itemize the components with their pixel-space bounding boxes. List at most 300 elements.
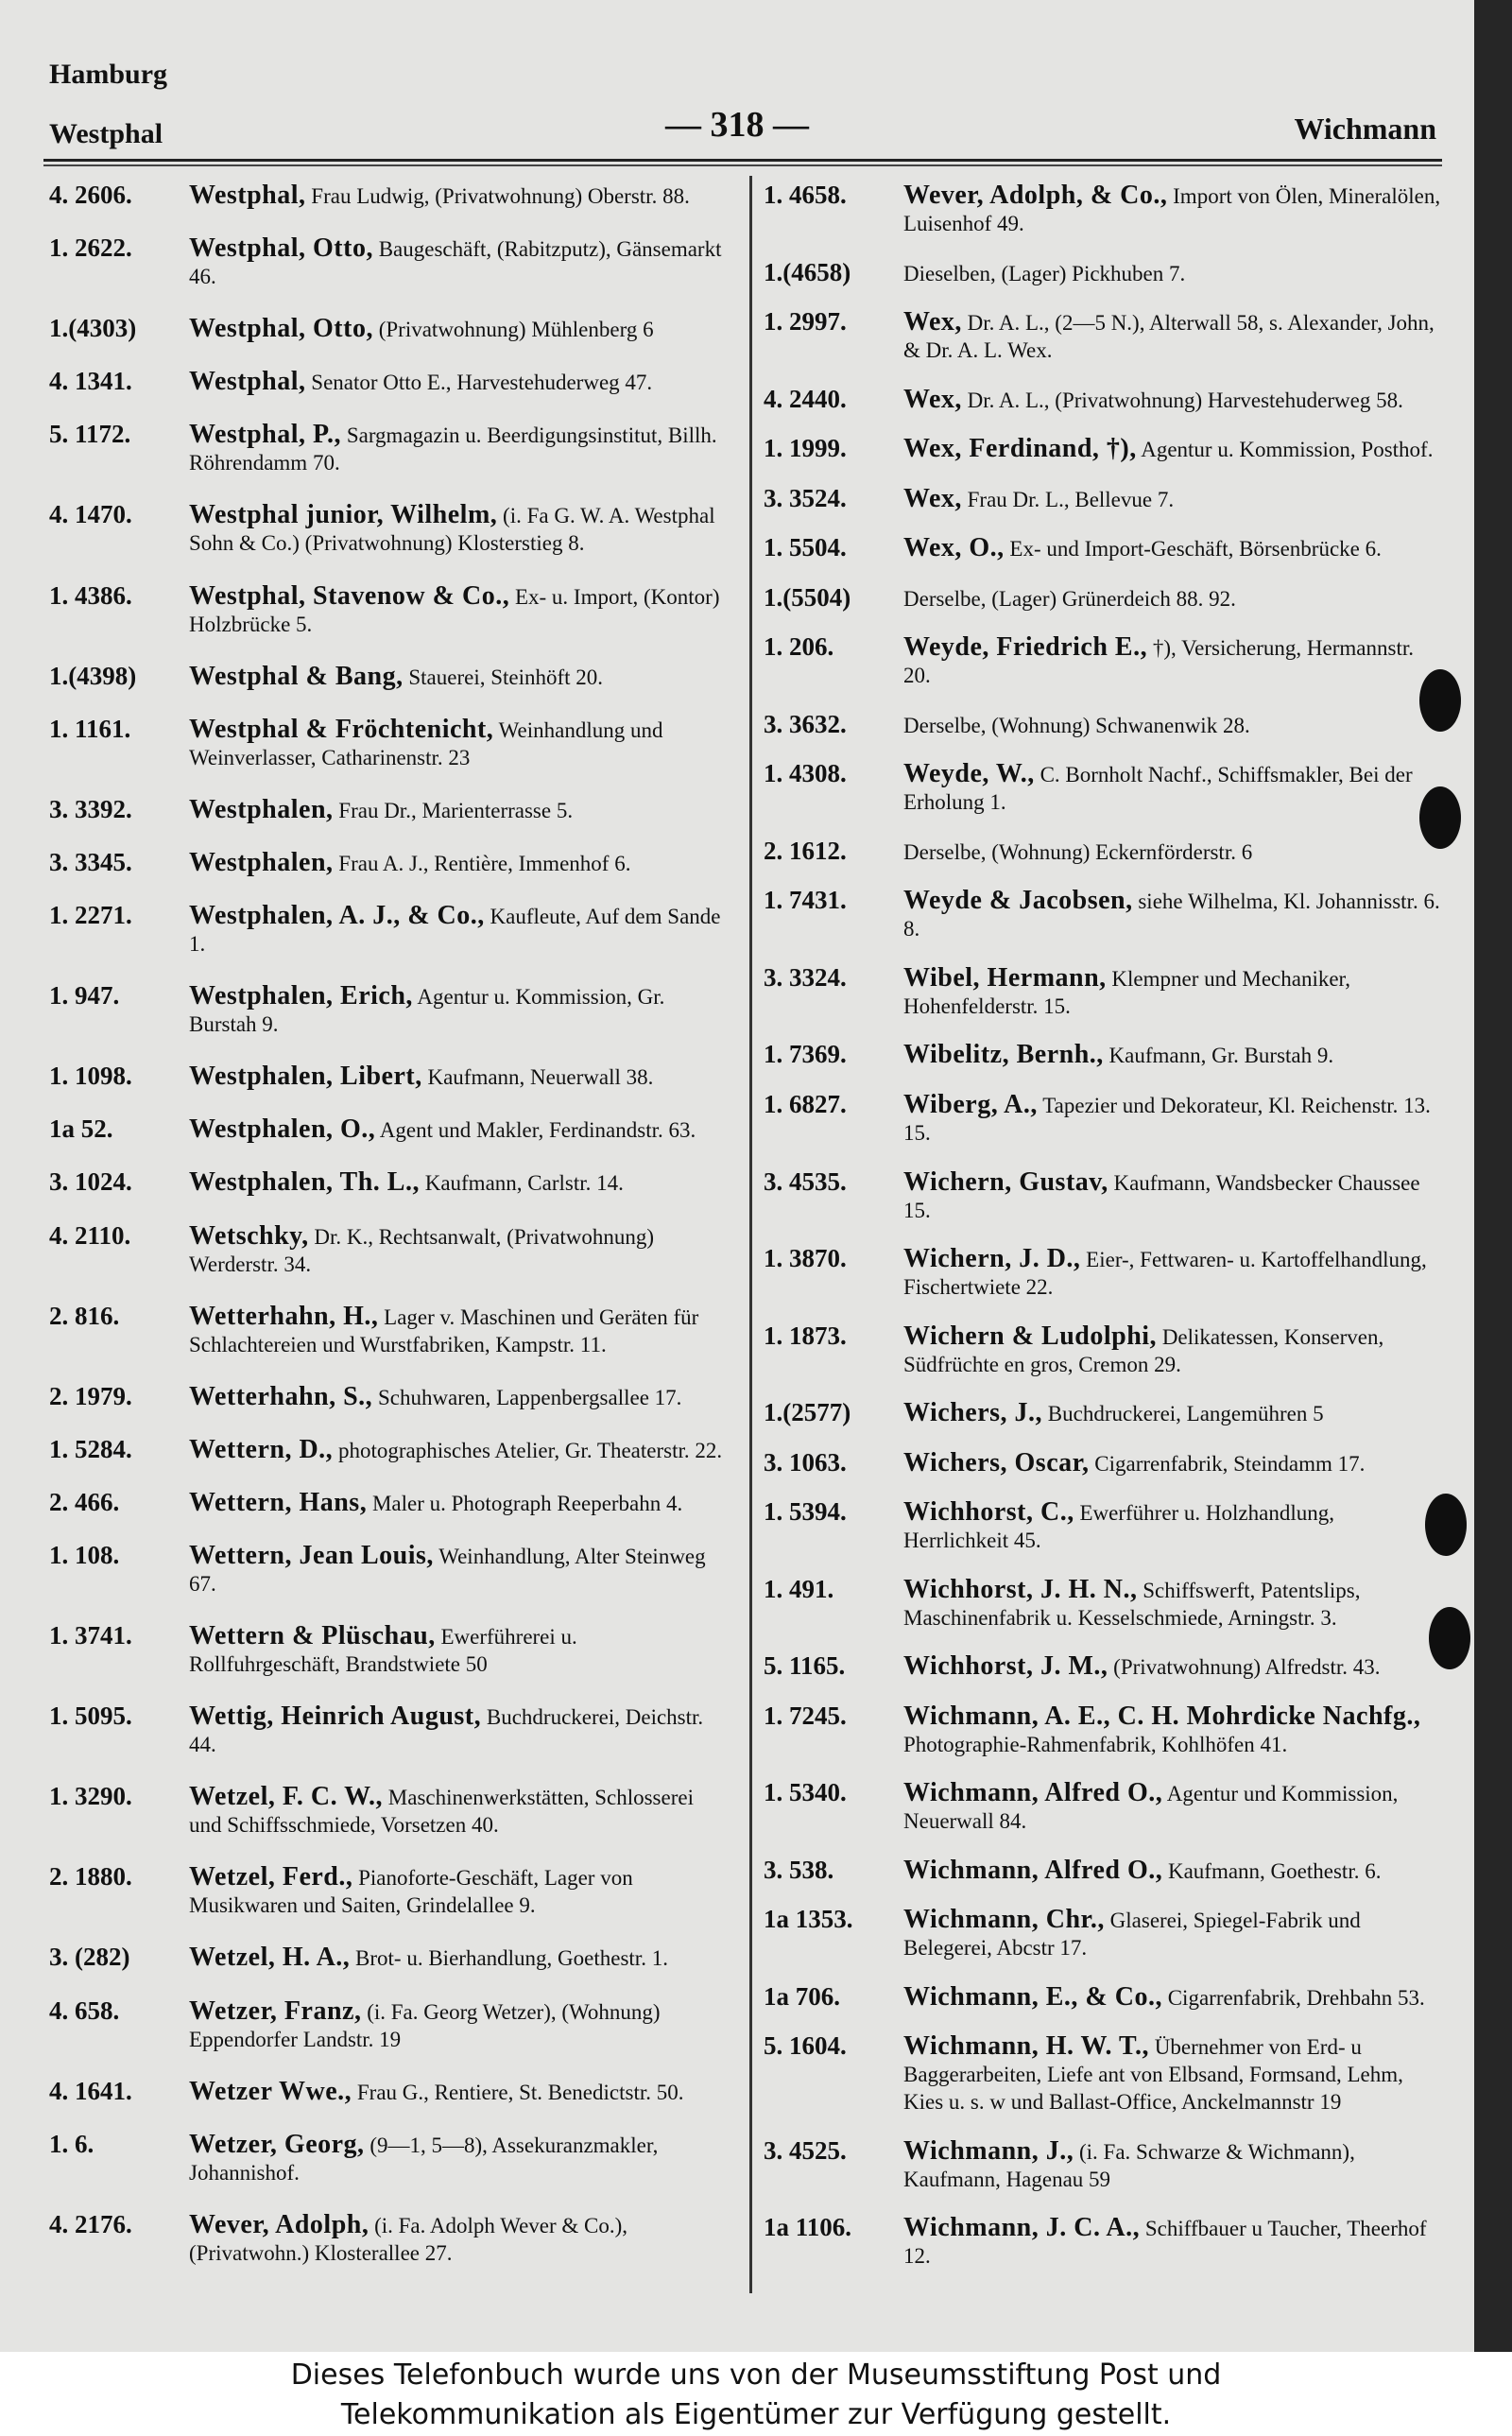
entry-name: Wibel, Hermann, [903, 962, 1107, 993]
directory-entry [764, 308, 1444, 364]
phone-number: 1. 3741. [49, 1621, 132, 1650]
entry-name: Westphal, Stavenow & Co., [189, 580, 510, 611]
directory-entry [764, 1702, 1444, 1758]
phone-number: 5. 1165. [764, 1651, 846, 1681]
scan-border [1474, 0, 1512, 2352]
entry-details: Buchdruckerei, Deichstr. 44. [189, 1705, 704, 1757]
phone-number: 1a 1353. [764, 1905, 853, 1934]
page-number: — 318 — [665, 105, 809, 145]
entry-details: siehe Wilhelma, Kl. Johannisstr. 6. 8. [903, 890, 1440, 942]
entry-details: Cigarrenfabrik, Drehbahn 53. [1167, 1985, 1425, 2010]
phone-number: 3. 4535. [764, 1166, 847, 1196]
phone-number: 1. 5504. [764, 533, 847, 562]
directory-entry [764, 1041, 1444, 1069]
directory-entry [764, 1399, 1444, 1427]
entry-name: Wichmann, Chr., [903, 1905, 1105, 1935]
directory-entry [764, 1091, 1444, 1147]
entry-name: Westphalen, Th. L., [189, 1167, 420, 1198]
phone-number: 1. 4308. [764, 759, 847, 788]
entry-details: Stauerei, Steinhöft 20. [408, 665, 604, 689]
entry-name: Westphalen, [189, 847, 334, 877]
entry-name: Westphalen, O., [189, 1114, 376, 1145]
entry-details: (i. Fa G. W. A. Westphal Sohn & Co.) (Privatwohnung) Klosterstieg 8. [189, 504, 715, 556]
header-rule-thin [43, 164, 1442, 166]
entry-details: Brot- u. Bierhandlung, Goethestr. 1. [355, 1946, 668, 1971]
directory-entry [764, 181, 1444, 237]
entry-body [189, 1222, 730, 1278]
phone-number: 3. 1024. [49, 1167, 132, 1197]
entry-name: Westphal, Otto, [189, 233, 373, 264]
entry-details: Schiffbauer u Taucher, Theerhof 12. [903, 2217, 1427, 2269]
directory-entry [49, 1542, 730, 1598]
directory-entry [764, 1983, 1444, 2012]
directory-entry [764, 2032, 1444, 2116]
entry-details: Kaufmann, Wandsbecker Chaussee 15. [903, 1170, 1420, 1222]
entry-name: Westphalen, Libert, [189, 1062, 422, 1092]
entry-body [903, 584, 1444, 613]
phone-number: 1. 1999. [764, 434, 847, 463]
entry-details: Lager v. Maschinen und Geräten für Schlachtereien und Wurstfabriken, Kampstr. 11. [189, 1304, 699, 1356]
entry-body [903, 1857, 1444, 1885]
entry-name: Wichmann, H. W. T., [903, 2031, 1150, 2062]
binding-hole-mark [1419, 786, 1461, 849]
entry-name: Wetterhahn, S., [189, 1381, 373, 1411]
entry-name: Wex, [903, 384, 962, 414]
entry-body [903, 1652, 1444, 1681]
entry-details: Agentur und Kommission, Neuerwall 84. [903, 1782, 1399, 1834]
entry-body [903, 1091, 1444, 1147]
entry-name: Wiberg, A., [903, 1089, 1038, 1119]
phone-number: 5. 1604. [764, 2031, 847, 2061]
directory-entry [49, 1168, 730, 1197]
directory-entry [764, 2214, 1444, 2270]
entry-body [189, 1702, 730, 1758]
entry-name: Wichers, J., [903, 1398, 1043, 1428]
phone-number: 3. 1063. [764, 1447, 847, 1477]
entry-body [189, 1436, 730, 1464]
phone-number: 1. 2271. [49, 901, 132, 930]
phone-number: 4. 2110. [49, 1220, 131, 1250]
directory-entry [764, 386, 1444, 414]
entry-body [903, 1779, 1444, 1835]
directory-entry [49, 421, 730, 476]
entry-details: Photographie-Rahmenfabrik, Kohlhöfen 41. [903, 1732, 1288, 1756]
entry-body [189, 1944, 730, 1972]
entry-details: Buchdruckerei, Langemühren 5 [1047, 1402, 1324, 1426]
entry-name: Wever, Adolph, & Co., [903, 181, 1168, 210]
entry-details: Eier-, Fettwaren- u. Kartoffelhandlung, Fischertwiete 22. [903, 1248, 1427, 1300]
entry-body [903, 485, 1444, 513]
phone-number: 1. 3290. [49, 1782, 132, 1811]
phone-number: 4. 658. [49, 1995, 120, 2025]
directory-entry [49, 716, 730, 771]
entry-body [903, 887, 1444, 942]
directory-entry [49, 234, 730, 290]
entry-name: Wetzer, Franz, [189, 1995, 362, 2026]
phone-number: 5. 1172. [49, 420, 131, 449]
entry-details: Kaufmann, Goethestr. 6. [1167, 1858, 1382, 1883]
phone-number: 3. 538. [764, 1855, 834, 1884]
entry-body [903, 838, 1444, 866]
directory-entry [764, 1779, 1444, 1835]
entry-name: Wichhorst, J. M., [903, 1651, 1108, 1682]
phone-number: 4. 1641. [49, 2076, 132, 2105]
phone-number: 1. 5284. [49, 1434, 132, 1463]
entry-name: Wichmann, J., [903, 2135, 1074, 2166]
directory-entry [49, 368, 730, 396]
entry-details: (i. Fa. Adolph Wever & Co.), (Privatwohn.) Klosterallee 27. [189, 2213, 628, 2265]
entry-details: Tapezier und Dekorateur, Kl. Reichenstr. 13. 15. [903, 1093, 1431, 1145]
entry-name: Westphal, Otto, [189, 314, 373, 344]
directory-entry [49, 849, 730, 877]
entry-name: Westphal & Bang, [189, 661, 404, 691]
directory-entry [49, 1063, 730, 1091]
entry-body [903, 1322, 1444, 1378]
entry-body [903, 1702, 1444, 1758]
entry-name: Wetzel, Ferd., [189, 1862, 353, 1892]
directory-entry [49, 1383, 730, 1411]
entry-name: Wettern, Hans, [189, 1487, 368, 1517]
entry-body [189, 315, 730, 343]
entry-name: Wichern & Ludolphi, [903, 1321, 1158, 1351]
entry-details: Kaufmann, Carlstr. 14. [424, 1171, 624, 1196]
entry-body [903, 1983, 1444, 2012]
header-first-entry: Westphal [49, 118, 163, 149]
entry-details: Frau G., Rentiere, St. Benedictstr. 50. [356, 2080, 684, 2104]
entry-body [903, 711, 1444, 739]
entry-name: Wex, O., [903, 533, 1005, 563]
entry-details: Agentur u. Kommission, Gr. Burstah 9. [189, 985, 665, 1037]
entry-details: (Privatwohnung) Mühlenberg 6 [378, 318, 654, 342]
phone-number: 1. 5394. [764, 1497, 847, 1527]
entry-details: Pianoforte-Geschäft, Lager von Musikwaren und Saiten, Grindelallee 9. [189, 1866, 633, 1918]
entry-details: Frau Ludwig, (Privatwohnung) Oberstr. 88. [311, 184, 690, 208]
directory-entry [764, 760, 1444, 816]
entry-details: Derselbe, (Lager) Grünerdeich 88. 92. [903, 586, 1236, 611]
entry-name: Westphal, [189, 181, 306, 210]
entry-details: Derselbe, (Wohnung) Schwanenwik 28. [903, 713, 1250, 737]
entry-name: Westphalen, A. J., & Co., [189, 901, 485, 931]
entry-body [903, 181, 1444, 237]
phone-number: 3. 4525. [764, 2135, 847, 2165]
entry-details: Dr. A. L., (Privatwohnung) Harvestehuderweg 58. [967, 388, 1403, 412]
entry-name: Wichmann, E., & Co., [903, 1981, 1162, 2012]
directory-entry [49, 1222, 730, 1278]
entry-details: Frau A. J., Rentière, Immenhof 6. [338, 851, 631, 875]
column-divider [749, 176, 752, 2293]
entry-details: Kaufmann, Neuerwall 38. [427, 1065, 654, 1090]
entry-body [903, 386, 1444, 414]
entry-details: Ex- und Import-Geschäft, Börsenbrücke 6. [1009, 537, 1382, 561]
phone-number: 1.(4398) [49, 661, 137, 690]
phone-number: 1. 6. [49, 2129, 94, 2158]
entry-details: Baugeschäft, (Rabitzputz), Gänsemarkt 46. [189, 237, 722, 289]
directory-entry [49, 1783, 730, 1839]
directory-entry [49, 1303, 730, 1358]
entry-name: Wichmann, Alfred O., [903, 1855, 1163, 1885]
phone-number: 1. 206. [764, 632, 834, 662]
directory-entry [764, 435, 1444, 463]
entry-body [189, 716, 730, 771]
entry-details: Kaufleute, Auf dem Sande 1. [189, 905, 721, 957]
directory-entry [49, 1702, 730, 1758]
entry-name: Westphalen, Erich, [189, 981, 413, 1011]
directory-entry [49, 181, 730, 210]
phone-number: 2. 1880. [49, 1862, 132, 1892]
entry-body [189, 663, 730, 691]
phone-number: 1. 2622. [49, 233, 132, 263]
entry-body [903, 534, 1444, 562]
left-column [49, 181, 730, 2291]
entry-body [189, 1997, 730, 2053]
directory-entry [764, 1168, 1444, 1224]
directory-entry [764, 485, 1444, 513]
entry-details: Derselbe, (Wohnung) Eckernförderstr. 6 [903, 839, 1253, 864]
entry-details: Weinhandlung und Weinverlasser, Catharinenstr. 23 [189, 717, 663, 769]
entry-details: Delikatessen, Konserven, Südfrüchte en gros, Cremon 29. [903, 1324, 1384, 1376]
entry-name: Wetterhahn, H., [189, 1301, 379, 1331]
entry-body [903, 2214, 1444, 2270]
directory-entry [764, 964, 1444, 1020]
directory-entry [49, 1115, 730, 1144]
entry-body [903, 1168, 1444, 1224]
directory-entry [49, 663, 730, 691]
phone-number: 1. 3870. [764, 1244, 847, 1273]
entry-name: Wichern, J. D., [903, 1244, 1081, 1274]
entry-body [903, 1245, 1444, 1301]
directory-entry [49, 2131, 730, 2186]
directory-entry [764, 1857, 1444, 1885]
entry-body [903, 2137, 1444, 2193]
entry-details: (9—1, 5—8), Assekuranzmakler, Johannishof. [189, 2133, 659, 2185]
entry-body [189, 1168, 730, 1197]
entry-body [903, 259, 1444, 287]
entry-body [903, 1576, 1444, 1632]
entry-body [189, 582, 730, 638]
phone-number: 4. 2176. [49, 2209, 132, 2238]
directory-entry [49, 2211, 730, 2267]
entry-body [189, 181, 730, 210]
directory-entry [764, 1245, 1444, 1301]
entry-name: Westphal, [189, 367, 306, 397]
entry-body [189, 1542, 730, 1598]
entry-name: Wex, [903, 307, 962, 337]
entry-body [189, 1863, 730, 1919]
directory-entry [764, 1449, 1444, 1477]
directory-entry [764, 1652, 1444, 1681]
phone-number: 1.(4658) [764, 257, 851, 286]
directory-entry [764, 1576, 1444, 1632]
caption-line-2: Telekommunikation als Eigentümer zur Verfügung gestellt. [340, 2398, 1172, 2431]
entry-body [189, 421, 730, 476]
entry-details: Kaufmann, Gr. Burstah 9. [1108, 1044, 1334, 1068]
directory-entry [764, 633, 1444, 689]
phone-number: 1. 4658. [764, 181, 847, 209]
entry-details: Frau Dr., Marienterrasse 5. [338, 798, 574, 822]
phone-number: 1.(2577) [764, 1398, 851, 1427]
entry-name: Wetzel, H. A., [189, 1943, 351, 1973]
header-city: Hamburg [49, 59, 168, 90]
entry-name: Wettern, Jean Louis, [189, 1540, 434, 1570]
header-rule [43, 159, 1442, 162]
directory-entry [49, 501, 730, 557]
phone-number: 1. 1098. [49, 1062, 132, 1091]
entry-body [189, 902, 730, 958]
directory-entry [764, 1906, 1444, 1961]
directory-entry [49, 315, 730, 343]
entry-body [189, 368, 730, 396]
entry-body [903, 964, 1444, 1020]
phone-number: 4. 2440. [764, 384, 847, 413]
phone-number: 1.(4303) [49, 314, 137, 343]
entry-name: Weyde & Jacobsen, [903, 886, 1133, 916]
directory-entry [764, 838, 1444, 866]
entry-details: Weinhandlung, Alter Steinweg 67. [189, 1544, 706, 1596]
phone-number: 2. 466. [49, 1487, 120, 1516]
phone-number: 1a 1106. [764, 2213, 852, 2242]
entry-name: Wetschky, [189, 1220, 309, 1251]
directory-entry [764, 534, 1444, 562]
entry-name: Wichhorst, J. H. N., [903, 1574, 1138, 1604]
entry-name: Wex, Ferdinand, †), [903, 434, 1137, 464]
directory-entry [49, 1863, 730, 1919]
entry-body [189, 796, 730, 824]
entry-details: Dieselben, (Lager) Pickhuben 7. [903, 261, 1186, 285]
entry-details: (i. Fa. Georg Wetzer), (Wohnung) Eppendorfer Landstr. 19 [189, 1999, 661, 2051]
entry-name: Wichmann, A. E., C. H. Mohrdicke Nachfg., [903, 1701, 1421, 1731]
entry-details: Dr. K., Rechtsanwalt, (Privatwohnung) Werderstr. 34. [189, 1224, 655, 1276]
entry-details: Schiffswerft, Patentslips, Maschinenfabrik u. Kesselschmiede, Arningstr. 3. [903, 1578, 1361, 1630]
entry-details: photographisches Atelier, Gr. Theaterstr. 22. [337, 1438, 723, 1462]
directory-entry [49, 1622, 730, 1678]
phone-number: 2. 1979. [49, 1381, 132, 1410]
directory-entry [49, 1436, 730, 1464]
phone-number: 1. 947. [49, 981, 120, 1011]
header-last-entry: Wichmann [1294, 112, 1436, 146]
entry-body [189, 1783, 730, 1839]
entry-name: Wetzel, F. C. W., [189, 1782, 384, 1812]
directory-entry [49, 902, 730, 958]
directory-entry [764, 2137, 1444, 2193]
caption-line-1: Dieses Telefonbuch wurde uns von der Museumsstiftung Post und [290, 2358, 1222, 2392]
entry-body [189, 982, 730, 1038]
entry-body [189, 501, 730, 557]
directory-entry [49, 982, 730, 1038]
entry-name: Wichern, Gustav, [903, 1166, 1108, 1197]
binding-hole-mark [1429, 1607, 1470, 1669]
entry-name: Weyde, W., [903, 759, 1035, 789]
entry-body [903, 308, 1444, 364]
entry-details: Maschinenwerkstätten, Schlosserei und Schiffsschmiede, Vorsetzen 40. [189, 1786, 694, 1838]
entry-details: Agent und Makler, Ferdinandstr. 63. [379, 1118, 696, 1143]
ownership-caption [0, 2352, 1512, 2436]
directory-entry [49, 1944, 730, 1972]
entry-body [189, 1303, 730, 1358]
entry-name: Westphal & Fröchtenicht, [189, 714, 494, 744]
directory-entry [764, 584, 1444, 613]
phone-number: 3. 3632. [764, 709, 847, 738]
entry-name: Wettig, Heinrich August, [189, 1702, 482, 1732]
right-column [764, 181, 1444, 2291]
entry-details: Ewerführerei u. Rollfuhrgeschäft, Brandstwiete 50 [189, 1625, 577, 1677]
directory-entry [764, 887, 1444, 942]
entry-body [903, 435, 1444, 463]
phone-number: 1. 1161. [49, 714, 131, 743]
entry-body [189, 1622, 730, 1678]
phone-number: 1. 7245. [764, 1701, 847, 1730]
entry-body [189, 1063, 730, 1091]
phone-number: 1. 7431. [764, 886, 847, 915]
directory-entry [49, 582, 730, 638]
entry-details: C. Bornholt Nachf., Schiffsmakler, Bei der Erholung 1. [903, 763, 1413, 815]
entry-body [189, 849, 730, 877]
phone-number: 1.(5504) [764, 582, 851, 612]
entry-details: Senator Otto E., Harvestehuderweg 47. [311, 371, 653, 395]
entry-name: Wibelitz, Bernh., [903, 1040, 1104, 1070]
entry-body [903, 1449, 1444, 1477]
entry-details: Übernehmer von Erd- u Baggerarbeiten, Liefe ant von Elbsand, Formsand, Lehm, Kies u. s. w und Ballast-Office, Anckelmannstr 19 [903, 2035, 1403, 2115]
entry-name: Weyde, Friedrich E., [903, 632, 1148, 663]
entry-body [189, 1115, 730, 1144]
entry-name: Westphalen, [189, 794, 334, 824]
phone-number: 1a 52. [49, 1114, 113, 1144]
phone-number: 3. 3345. [49, 847, 132, 876]
entry-body [903, 1498, 1444, 1554]
entry-details: Schuhwaren, Lappenbergsallee 17. [377, 1385, 682, 1409]
entry-body [903, 760, 1444, 816]
binding-hole-mark [1425, 1494, 1467, 1556]
entry-body [189, 2078, 730, 2106]
entry-details: Klempner und Mechaniker, Hohenfelderstr. 15. [903, 966, 1351, 1018]
entry-body [189, 2131, 730, 2186]
phone-number: 3. (282) [49, 1943, 130, 1972]
entry-details: (i. Fa. Schwarze & Wichmann), Kaufmann, Hagenau 59 [903, 2139, 1355, 2191]
entry-details: Maler u. Photograph Reeperbahn 4. [371, 1491, 683, 1515]
entry-body [189, 2211, 730, 2267]
binding-hole-mark [1419, 669, 1461, 732]
entry-details: Glaserei, Spiegel-Fabrik und Belegerei, Abcstr 17. [903, 1909, 1361, 1961]
phone-number: 1. 4386. [49, 580, 132, 610]
entry-name: Wetzer, Georg, [189, 2129, 365, 2159]
entry-name: Wichhorst, C., [903, 1497, 1074, 1528]
phone-number: 2. 1612. [764, 836, 847, 865]
entry-name: Wever, Adolph, [189, 2209, 369, 2239]
entry-body [189, 234, 730, 290]
entry-details: Ewerführer u. Holzhandlung, Herrlichkeit 45. [903, 1501, 1334, 1553]
entry-details: Sargmagazin u. Beerdigungsinstitut, Billh. Röhrendamm 70. [189, 423, 717, 475]
entry-details: Import von Ölen, Mineralölen, Luisenhof 49. [903, 184, 1441, 235]
directory-entry [49, 1489, 730, 1517]
phone-number: 2. 816. [49, 1301, 120, 1330]
phone-number: 4. 1341. [49, 367, 132, 396]
entry-details: (Privatwohnung) Alfredstr. 43. [1113, 1655, 1381, 1680]
entry-name: Wichers, Oscar, [903, 1447, 1090, 1477]
directory-entry [49, 2078, 730, 2106]
entry-body [189, 1383, 730, 1411]
phone-number: 1. 6827. [764, 1089, 847, 1118]
directory-entry [49, 1997, 730, 2053]
phone-number: 1. 5095. [49, 1702, 132, 1731]
entry-details: Cigarrenfabrik, Steindamm 17. [1094, 1451, 1366, 1476]
entry-body [903, 1399, 1444, 1427]
entry-name: Wichmann, J. C. A., [903, 2213, 1141, 2243]
phone-number: 1. 108. [49, 1540, 120, 1569]
directory-entry [764, 711, 1444, 739]
phone-number: 1. 7369. [764, 1040, 847, 1069]
directory-entry [764, 1322, 1444, 1378]
entry-name: Wichmann, Alfred O., [903, 1778, 1163, 1808]
entry-details: †), Versicherung, Hermannstr. 20. [903, 636, 1414, 688]
